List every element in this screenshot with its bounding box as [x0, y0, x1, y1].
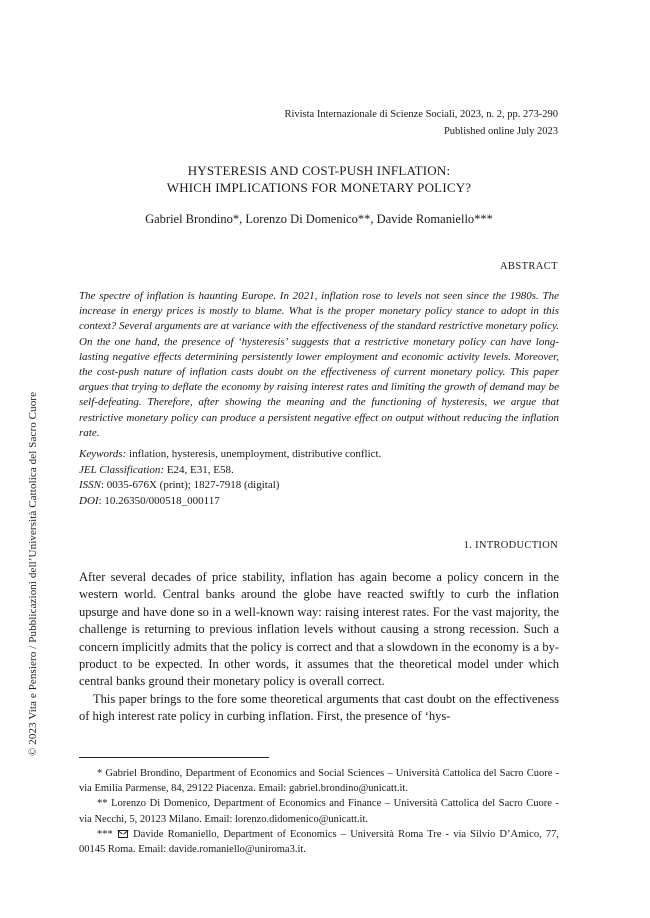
doi-value: : 10.26350/000518_000117 — [98, 494, 220, 507]
section-heading-introduction: 1. INTRODUCTION — [463, 540, 558, 551]
journal-header — [284, 106, 558, 140]
footnotes — [79, 766, 559, 857]
jel-value: E24, E31, E58. — [164, 463, 234, 476]
footnote-divider — [79, 757, 269, 758]
footnote-2: ** Lorenzo Di Domenico, Department of Economics and Finance – Università Cattolica del Sacro Cuore - via Necchi, 5, 20123 Milano. Email: lorenzo.didomenico@unicatt.it. — [79, 798, 559, 825]
footnote-3-text: Davide Romaniello, Department of Economics – Università Roma Tre - via Silvio D’Amico, 77, 00145 Roma. Email: davide.romaniello@uniroma3.it. — [79, 828, 560, 856]
introduction-body — [79, 569, 559, 726]
footnote-3-marker: *** — [97, 828, 113, 840]
intro-paragraph-2: This paper brings to the fore some theoretical arguments that cast doubt on the effectiveness of high interest rate policy in curbing inflation. First, the presence of ‘hys- — [79, 691, 559, 724]
issn-label: ISSN — [79, 479, 101, 491]
footnote-1: * Gabriel Brondino, Department of Economics and Social Sciences – Università Cattolica del Sacro Cuore - via Emilia Parmense, 84, 29122 Piacenza. Email: gabriel.brondino@unicatt.it. — [79, 768, 559, 795]
keywords-value: inflation, hysteresis, unemployment, distributive conflict. — [126, 448, 382, 460]
article-metadata — [79, 447, 381, 509]
side-copyright-notice: © 2023 Vita e Pensiero / Pubblicazioni dell’Università Cattolica del Sacro Cuore — [27, 391, 39, 756]
issn-line — [79, 478, 381, 494]
article-title — [79, 162, 559, 196]
issn-value: : 0035-676X (print); 1827-7918 (digital) — [101, 479, 280, 491]
jel-label: JEL Classification: — [79, 463, 165, 476]
publication-date: Published online July 2023 — [443, 126, 558, 137]
jel-line — [79, 463, 381, 479]
title-line-1: HYSTERESIS AND COST-PUSH INFLATION: — [187, 163, 451, 178]
author-list: Gabriel Brondino*, Lorenzo Di Domenico**, Davide Romaniello*** — [145, 212, 493, 226]
abstract-text: The spectre of inflation is haunting Europe. In 2021, inflation rose to levels not seen since the 1980s. The increase in energy prices is mostly to blame. What is the proper monetary policy stance to adopt in this context? Several arguments are at variance with the effectiveness of the standard restrictive monetary policy. On the one hand, the presence of ‘hysteresis’ suggests that a restrictive monetary policy can have long-lasting negative effects determining persistently lower employment and economic activity levels. Moreover, the cost-push nature of inflation casts doubt on the effectiveness of current monetary policy. This paper argues that trying to deflate the economy by raising interest rates and limiting the growth of demand may be self-defeating. Therefore, after showing the meaning and the functioning of hysteresis, we argue that restrictive monetary policy can produce a persistent negative effect on output without reducing the inflation rate. — [79, 290, 559, 439]
doi-line — [79, 494, 381, 510]
intro-paragraph-1: After several decades of price stability, inflation has again become a policy concern in the western world. Central banks around the globe have reacted swiftly to curb the inflation upsurge and have done so in a well-known way: raising interest rates. For the vast majority, the challenge is returning to previous inflation levels without causing a strong recession. Such a concern implicitly admits that the policy is correct and that a slowdown in the economy is a by-product to be expected. In other words, it assumes that the theoretical model under which central banks ground their monetary policy is overall correct. — [79, 570, 559, 689]
envelope-icon — [118, 830, 128, 838]
doi-label: DOI — [79, 494, 99, 507]
keywords-label: Keywords: — [79, 448, 127, 460]
keywords-line — [79, 447, 381, 463]
journal-citation: Rivista Internazionale di Scienze Sociali, 2023, n. 2, pp. 273-290 — [284, 109, 558, 120]
title-line-2: WHICH IMPLICATIONS FOR MONETARY POLICY? — [166, 180, 472, 195]
footnote-3 — [79, 827, 559, 857]
abstract-heading: ABSTRACT — [499, 261, 558, 272]
